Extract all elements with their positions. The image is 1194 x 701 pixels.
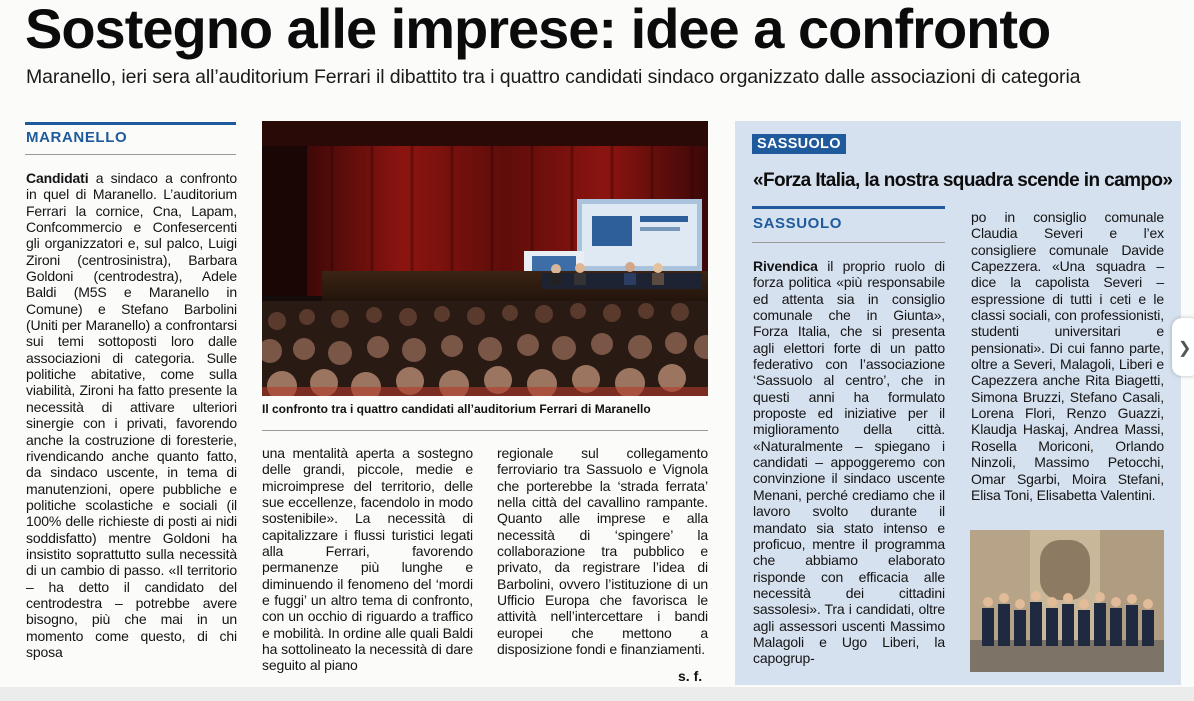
headline: Sostegno alle imprese: idee a confronto xyxy=(25,0,1051,60)
sidebar-badge: SASSUOLO xyxy=(752,134,846,154)
team-photo xyxy=(970,530,1164,672)
author-signature: s. f. xyxy=(678,668,703,684)
article-column-3: regionale sul collegamento ferroviario tra Sassuolo e Vignola che porterebbe la ‘strada ferrata’ nella città del cavallino rampante. Quanto alle imprese e alla necessità di ‘spingere’ la collaborazione tra pubblico e privato, da registrare l’idea di Barbolini, ovvero l’istituzione di un Ufficio Europa che favorisca le attività nell’intercettare i bandi europei che mettono a disposizione fondi e finanziamenti. xyxy=(497,445,708,658)
article-column-1 xyxy=(26,170,237,660)
sidebar-lead-word: Rivendica xyxy=(753,258,818,274)
sidebar-section-rule xyxy=(752,206,945,209)
subheadline: Maranello, ieri sera all’auditorium Ferrari il dibattito tra i quattro candidati sindaco organizzato dalle associazioni di categoria xyxy=(26,66,1081,88)
side-nav-tab[interactable] xyxy=(1172,318,1194,376)
article-column-2: una mentalità aperta a sostegno delle grandi, piccole, medie e microimprese del territorio, delle sue eccellenze, facendolo in modo sostenibile». La necessità di capitalizzare i flussi turistici legati alla Ferrari, favorendo permanenze più lunghe e diminuendo il fenomeno del ‘mordi e fuggi’ un altro tema di confronto, con un occhio di riguardo a traffico e mobilità. In ordine alle quali Baldi ha sottolineato la necessità di dare seguito al piano xyxy=(262,445,473,674)
sidebar-text-a: il proprio ruolo di forza politica «più responsabile ed attenta sia in consiglio comunale che in Giunta», Forza Italia, che si presenta agli elettori forte di un patto federativo con l’associazione ‘Sassuolo al centro’, che in questi anni ha formulato proposte ed iniziative per il miglioramento della città. «Naturalmente – spiegano i candidati – appoggeremo con convinzione il sindaco uscente Menani, perché crediamo che il lavoro svolto durante il mandato sia stato intenso e proficuo, mentre il programma che abbiamo elaborato risponde con efficacia alle necessità dei cittadini sassolesi». Tra i candidati, oltre agli assessori uscenti Massimo Malagoli e Ugo Liberi, la capogrup- xyxy=(753,258,945,667)
sidebar-section-label: SASSUOLO xyxy=(753,215,842,232)
section-label-maranello: MARANELLO xyxy=(26,129,128,146)
auditorium-photo xyxy=(262,121,708,396)
sidebar-title: «Forza Italia, la nostra squadra scende in campo» xyxy=(753,170,1173,191)
column-divider xyxy=(262,430,708,431)
column-text: a sindaco a confronto in quel di Maranello. L’auditorium Ferrari la cornice, Cna, Lapam, Confcommercio e Confesercenti gli organizzatori e, sul palco, Luigi Zironi (centrosinistra), Barbara Goldoni (centrodestra), Adele Baldi (M5S e Maranello in Comune) e Stefano Barbolini (Uniti per Maranello) a confrontarsi sui temi sottoposti loro dalle associazioni di categoria. Sulle politiche abitative, come sulla viabilità, Zironi ha fatto presente la necessità di attivare ulteriori sinergie con i privati, favorendo anche la costruzione di foresterie, rivendicando anche quanto fatto, da sindaco uscente, in tema di manutenzioni, opere pubbliche e politiche scolastiche e sociali (il 100% delle richieste di posti ai nidi soddisfatto) mentre Goldoni ha insistito soprattutto sulla necessità di un cambio di passo. «Il territorio – ha detto il candidato del centrodestra – potrebbe avere bisogno, più che mai in un momento come questo, di chi sposa xyxy=(26,170,237,660)
section-rule xyxy=(25,122,236,125)
lead-word: Candidati xyxy=(26,170,89,186)
sidebar-divider xyxy=(752,242,945,243)
sidebar-column-a xyxy=(753,258,945,667)
section-divider xyxy=(25,154,236,155)
sidebar-column-b: po in consiglio comunale Claudia Severi e l’ex consigliere comunale Davide Capezzera. «Una squadra – dice la capolista Severi – espressione di tutti i ceti e le classi sociali, con professionisti, studenti universitari e pensionati». Di cui fanno parte, oltre a Severi, Malagoli, Liberi e Capezzera anche Rita Biagetti, Simona Bruzzi, Stefano Casali, Lorena Flori, Renzo Guazzi, Klaudja Haskaj, Andrea Massi, Rosella Moriconi, Orlando Ninzoli, Massimo Petocchi, Omar Sgarbi, Moira Stefani, Elisa Toni, Elisabetta Valentini. xyxy=(971,209,1164,503)
chevron-right-icon: ❯ xyxy=(1178,340,1192,357)
photo-caption: Il confronto tra i quattro candidati all’auditorium Ferrari di Maranello xyxy=(262,402,651,416)
bottom-strip xyxy=(0,687,1194,701)
